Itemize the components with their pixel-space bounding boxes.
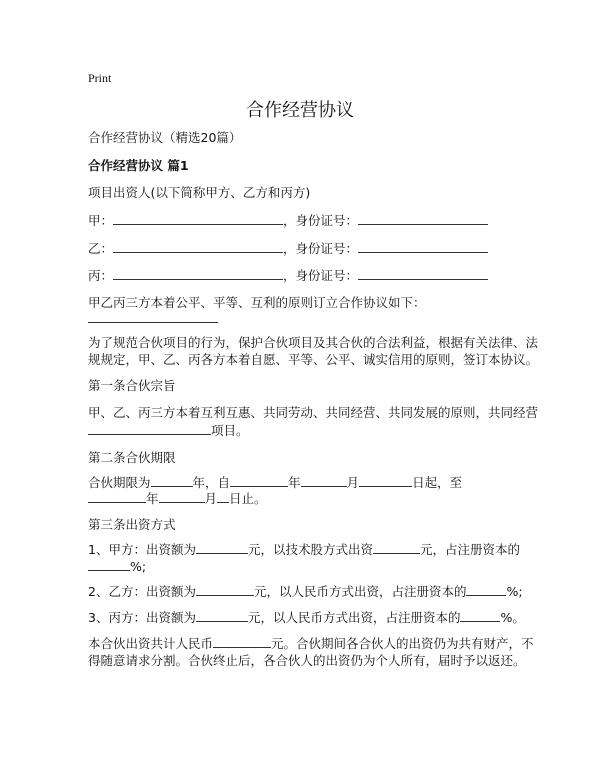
article-1-title: 第一条合伙宗旨 [88,378,176,393]
article-2-line-2: 年 月 日止。 [88,490,267,507]
section-heading: 合作经营协议 篇1 [88,158,189,173]
article-1-line-1: 甲、乙、丙三方本着互利互惠、共同劳动、共同经营、共同发展的原则，共同经营 [88,405,539,420]
article-3-item-2: 2、乙方：出资额为 元，以人民币方式出资，占注册资本的 %; [88,584,523,599]
article-3-item-1: 1、甲方：出资额为 元，以技术股方式出资 元，占注册资本的 [88,542,520,557]
party-bing-line: 丙： ，身份证号： [88,267,488,284]
divider [88,322,218,323]
investors-intro: 项目出资人(以下简称甲方、乙方和丙方) [88,185,311,200]
party-jia-line: 甲： ，身份证号： [88,212,488,229]
agreement-intro: 甲乙丙三方本着公平、平等、互利的原则订立合作协议如下： [88,295,426,310]
article-2-line-1: 合伙期限为 年，自 年 月 日起，至 [88,475,463,490]
party-yi-line: 乙： ，身份证号： [88,240,488,257]
article-2-title: 第二条合伙期限 [88,450,176,465]
article-3-title: 第三条出资方式 [88,517,176,532]
preamble-line-1: 为了规范合伙项目的行为，保护合伙项目及其合伙的合法利益，根据有关法律、法 [88,335,539,350]
article-3-item-1-cont: %; [88,558,146,575]
article-1-line-2: 项目。 [88,422,249,439]
total-line-1: 本合伙出资共计人民币 元。合伙期间各合伙人的出资仍为共有财产，不 [88,636,534,651]
document-title: 合作经营协议 [246,100,354,121]
total-line-2: 得随意请求分割。合伙终止后，各合伙人的出资仍为个人所有，届时予以返还。 [88,653,526,668]
article-3-item-3: 3、丙方：出资额为 元，以人民币方式出资，占注册资本的 %。 [88,610,525,625]
subtitle: 合作经营协议（精选20篇） [88,130,242,145]
print-link[interactable]: Print [88,71,112,85]
preamble-line-2: 规规定，甲、乙、丙各方本着自愿、平等、公平、诚实信用的原则，签订本协议。 [88,352,539,367]
